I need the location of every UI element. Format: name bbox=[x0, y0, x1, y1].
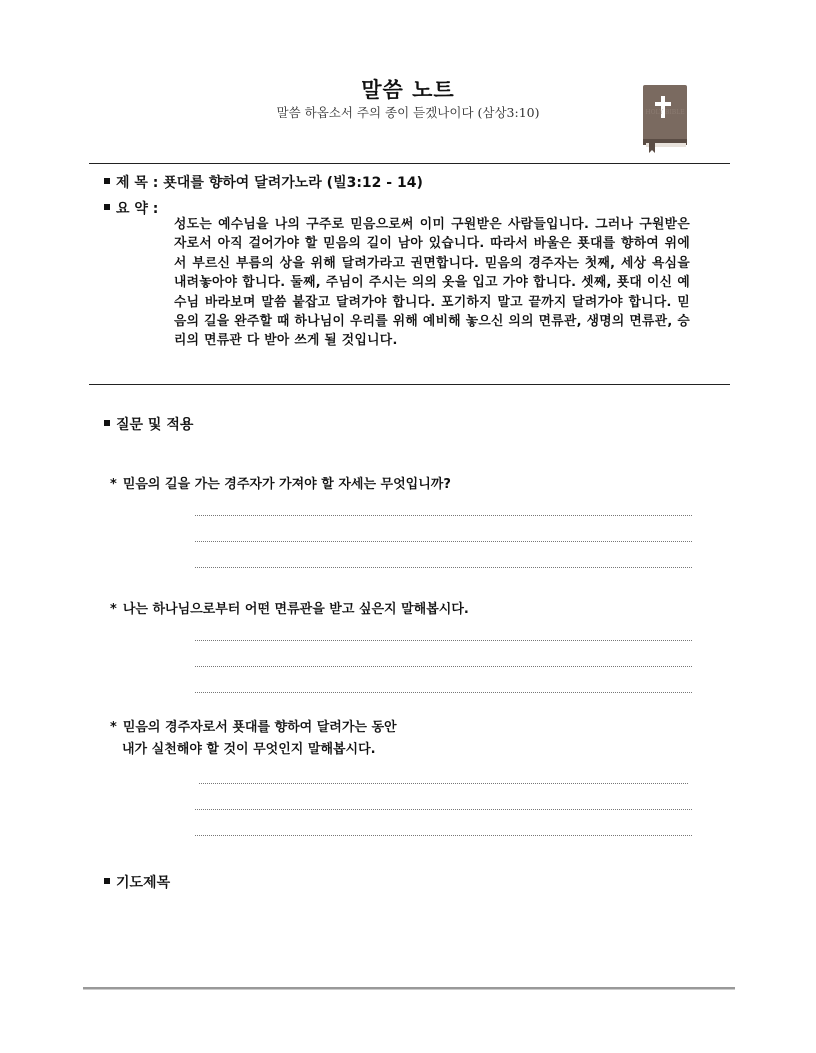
sermon-title-value: 푯대를 향하여 달려가노라 (빌3:12 - 14) bbox=[163, 175, 423, 191]
asterisk-icon: * bbox=[110, 602, 117, 617]
prayer-heading-text: 기도제목 bbox=[116, 875, 171, 891]
sermon-title-row bbox=[104, 172, 423, 192]
question-1 bbox=[110, 474, 451, 496]
answer-line[interactable] bbox=[195, 835, 692, 836]
square-bullet-icon bbox=[104, 178, 110, 184]
answer-line[interactable] bbox=[195, 809, 692, 810]
summary-text: 성도는 예수님을 나의 구주로 믿음으로써 이미 구원받은 사람들입니다. 그러나 구원받은 자로서 아직 걸어가야 할 믿음의 길이 남아 있습니다. 따라서 바울은 푯대를 향하여 위에서 부르신 부름의 상을 위해 달려가라고 권면합니다. 믿음의 경주자는 첫째, 세상 욕심을 내려놓아야 합니다. 둘째, 주님이 주시는 의의 옷을 입고 가야 합니다. 셋째, 푯대 이신 예수님 바라보며 말씀 붙잡고 달려가야 합니다. 포기하지 말고 끝까지 달려가야 합니다. 믿음의 길을 완주할 때 하나님이 우리를 위해 예비해 놓으신 의의 면류관, 생명의 면류관, 승리의 면류관 다 받아 쓰게 될 것입니다. bbox=[174, 217, 690, 349]
answer-line[interactable] bbox=[199, 783, 688, 784]
question-3-text-continued: 내가 실천해야 할 것이 무엇인지 말해봅시다. bbox=[122, 742, 376, 757]
middle-divider bbox=[89, 384, 730, 385]
square-bullet-icon bbox=[104, 204, 110, 210]
answer-line[interactable] bbox=[195, 541, 692, 542]
answer-line[interactable] bbox=[195, 640, 692, 641]
questions-heading-text: 질문 및 적용 bbox=[116, 417, 194, 433]
question-2 bbox=[110, 599, 469, 621]
square-bullet-icon bbox=[104, 420, 110, 426]
page-subtitle: 말씀 하옵소서 주의 종이 듣겠나이다 (삼상3:10) bbox=[276, 105, 540, 120]
question-2-text: 나는 하나님으로부터 어떤 면류관을 받고 싶은지 말해봅시다. bbox=[122, 602, 469, 617]
summary-row bbox=[104, 198, 158, 218]
footer-divider bbox=[83, 987, 735, 990]
sermon-title-label: 제 목 : bbox=[116, 175, 159, 191]
asterisk-icon: * bbox=[110, 720, 117, 735]
question-3-text: 믿음의 경주자로서 푯대를 향하여 달려가는 동안 bbox=[122, 720, 397, 735]
answer-line[interactable] bbox=[195, 692, 692, 693]
answer-line[interactable] bbox=[195, 567, 692, 568]
square-bullet-icon bbox=[104, 878, 110, 884]
questions-heading bbox=[104, 414, 193, 434]
page-title: 말씀 노트 bbox=[361, 78, 455, 102]
answer-line[interactable] bbox=[195, 666, 692, 667]
asterisk-icon: * bbox=[110, 477, 117, 492]
question-3 bbox=[110, 717, 397, 761]
question-1-text: 믿음의 길을 가는 경주자가 가져야 할 자세는 무엇입니까? bbox=[122, 477, 451, 492]
bible-cover-text: HOLY BIBLE bbox=[645, 109, 685, 116]
answer-line[interactable] bbox=[195, 515, 692, 516]
bible-icon bbox=[641, 83, 689, 153]
top-divider bbox=[89, 163, 730, 164]
summary-label: 요 약 : bbox=[116, 201, 159, 217]
prayer-heading bbox=[104, 872, 170, 892]
